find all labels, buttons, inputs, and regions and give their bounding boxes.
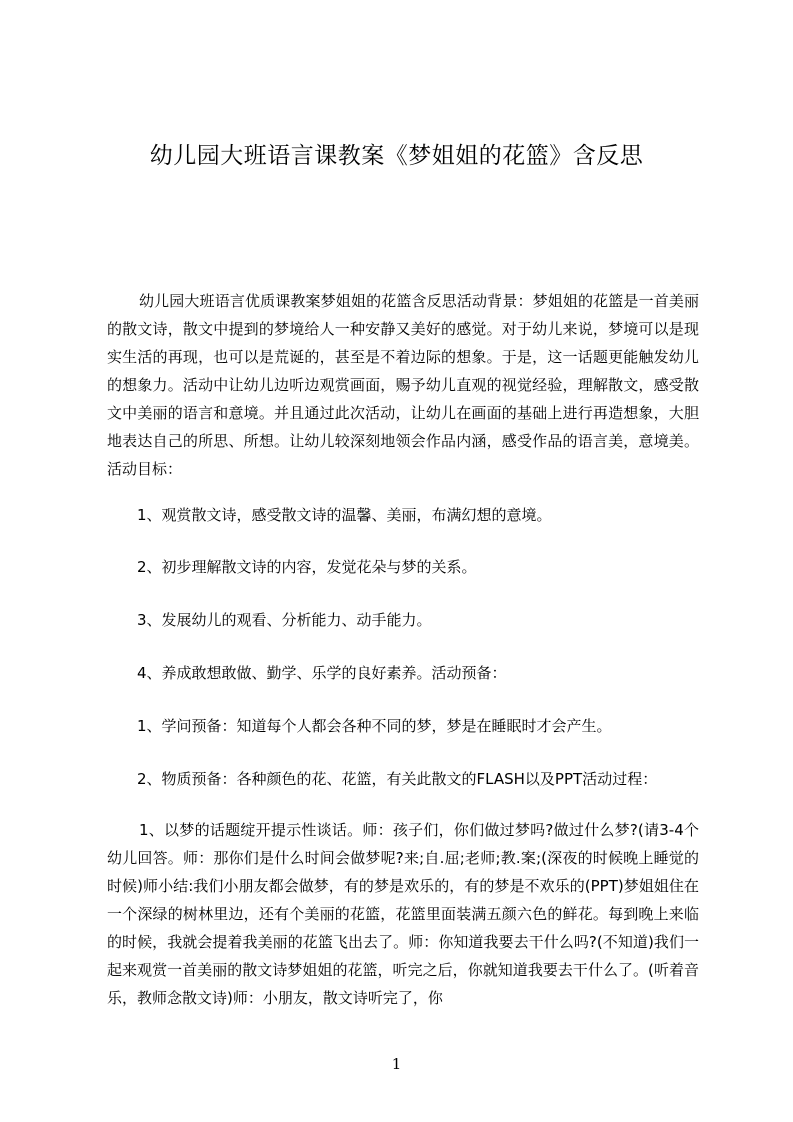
list-item: 1、学问预备：知道每个人都会各种不同的梦，梦是在睡眠时才会产生。 [137, 717, 612, 735]
list-item: 1、观赏散文诗，感受散文诗的温馨、美丽，布满幻想的意境。 [137, 506, 552, 524]
intro-paragraph: 幼儿园大班语言优质课教案梦姐姐的花篮含反思活动背景：梦姐姐的花篮是一首美丽的散文诗，散文中提到的梦境给人一种安静又美好的感觉。对于幼儿来说，梦境可以是现实生活的再现，也可以是荒诞的，甚至是不着边际的想象。于是，这一话题更能触发幼儿的想象力。活动中让幼儿边听边观赏画面，赐予幼儿直观的视觉经验，理解散文，感受散文中美丽的语言和意境。并且通过此次活动，让幼儿在画面的基础上进行再造想象，大胆地表达自己的所思、所想。让幼儿较深刻地领会作品内涵，感受作品的语言美，意境美。活动目标： [107, 292, 699, 478]
process-paragraph: 1、以梦的话题绽开提示性谈话。师：孩子们，你们做过梦吗?做过什么梦?(请3-4个幼儿回答。师：那你们是什么时间会做梦呢?来;自.屈;老师;教.案;(深夜的时候晚上睡觉的时候)师小结:我们小朋友都会做梦，有的梦是欢乐的，有的梦是不欢乐的(PPT)梦姐姐住在一个深绿的树林里边，还有个美丽的花篮，花篮里面装满五颜六色的鲜花。每到晚上来临的时候，我就会提着我美丽的花篮飞出去了。师：你知道我要去干什么吗?(不知道)我们一起来观赏一首美丽的散文诗梦姐姐的花篮，听完之后，你就知道我要去干什么了。(听着音乐，教师念散文诗)师：小朋友，散文诗听完了，你 [107, 821, 699, 1007]
list-item: 4、养成敢想敢做、勤学、乐学的良好素养。活动预备： [137, 664, 507, 682]
page-number: 1 [391, 1055, 402, 1073]
document-title: 幼儿园大班语言课教案《梦姐姐的花篮》含反思 [149, 143, 644, 169]
list-item: 2、物质预备：各种颜色的花、花篮，有关此散文的FLASH以及PPT活动过程： [137, 770, 658, 788]
list-item: 3、发展幼儿的观看、分析能力、动手能力。 [137, 611, 432, 629]
list-item: 2、初步理解散文诗的内容，发觉花朵与梦的关系。 [137, 558, 477, 576]
